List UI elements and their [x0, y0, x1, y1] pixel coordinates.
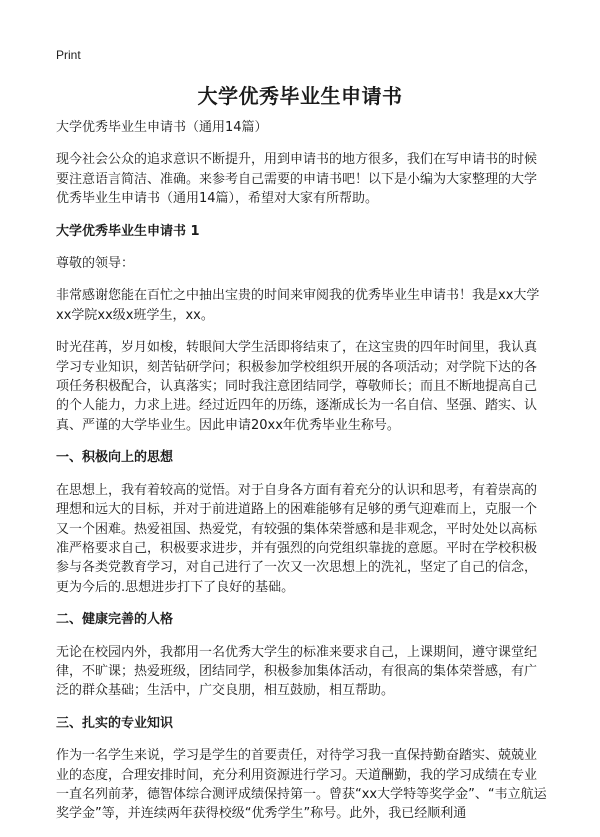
print-link[interactable]: Print: [56, 48, 81, 62]
subheading: 三、扎实的专业知识: [56, 715, 174, 731]
subtitle: 大学优秀毕业生申请书（通用14篇）: [56, 120, 268, 135]
greeting: 尊敬的领导：: [56, 256, 135, 272]
paragraph: 作为一名学生来说，学习是学生的首要责任，对待学习我一直保持勤奋踏实、兢兢业业的态度，合理安排时间，充分利用资源进行学习。天道酬勤，我的学习成绩在专业一直名列前茅，德智体综合测评成绩保持第一。曾获“xx大学特等奖学金”、“韦立航运奖学金”等，并连续两年获得校级“优秀学生”称号。此外，我已经顺利通: [56, 748, 547, 822]
subheading: 一、积极向上的思想: [56, 450, 174, 466]
intro-paragraph: 现今社会公众的追求意识不断提升，用到申请书的地方很多，我们在写申请书的时候要注意语言简洁、准确。来参考自己需要的申请书吧！以下是小编为大家整理的大学优秀毕业生申请书（通用14篇），希望对大家有所帮助。: [56, 152, 538, 207]
document-body: [56, 118, 548, 837]
paragraph: 无论在校园内外，我都用一名优秀大学生的标准来要求自己，上课期间，遵守课堂纪律，不旷课；热爱班级，团结同学，积极参加集体活动，有很高的集体荣誉感，有广泛的群众基础；生活中，广交良朋，相互鼓励，相互帮助。: [56, 644, 538, 699]
paragraph: 时光荏苒，岁月如梭，转眼间大学生活即将结束了，在这宝贵的四年时间里，我认真学习专业知识，刻苦钻研学问；积极参加学校组织开展的各项活动；对学院下达的各项任务积极配合，认真落实；同时我注意团结同学，尊敬师长；而且不断地提高自己的个人能力，力求上进。经过近四年的历练，逐渐成长为一名自信、坚强、踏实、认真、严谨的大学毕业生。因此申请20xx年优秀毕业生称号。: [56, 340, 538, 433]
document-title: 大学优秀毕业生申请书: [197, 84, 403, 108]
paragraph: 非常感谢您能在百忙之中抽出宝贵的时间来审阅我的优秀毕业生申请书！我是xx大学xx学院xx级x班学生，xx。: [56, 288, 540, 323]
subheading: 二、健康完善的人格: [56, 612, 174, 628]
paragraph: 在思想上，我有着较高的觉悟。对于自身各方面有着充分的认识和思考，有着崇高的理想和远大的目标，并对于前进道路上的困难能够有足够的勇气迎难而上，克服一个又一个困难。热爱祖国、热爱党，有较强的集体荣誉感和是非观念，平时处处以高标准严格要求自己，积极要求进步，并有强烈的向党组织靠拢的意愿。平时在学校积极参与各类党教育学习，对自己进行了一次又一次思想上的洗礼，坚定了自己的信念，更为今后的.思想进步打下了良好的基础。: [56, 482, 538, 595]
section-heading: 大学优秀毕业生申请书 1: [56, 223, 200, 239]
